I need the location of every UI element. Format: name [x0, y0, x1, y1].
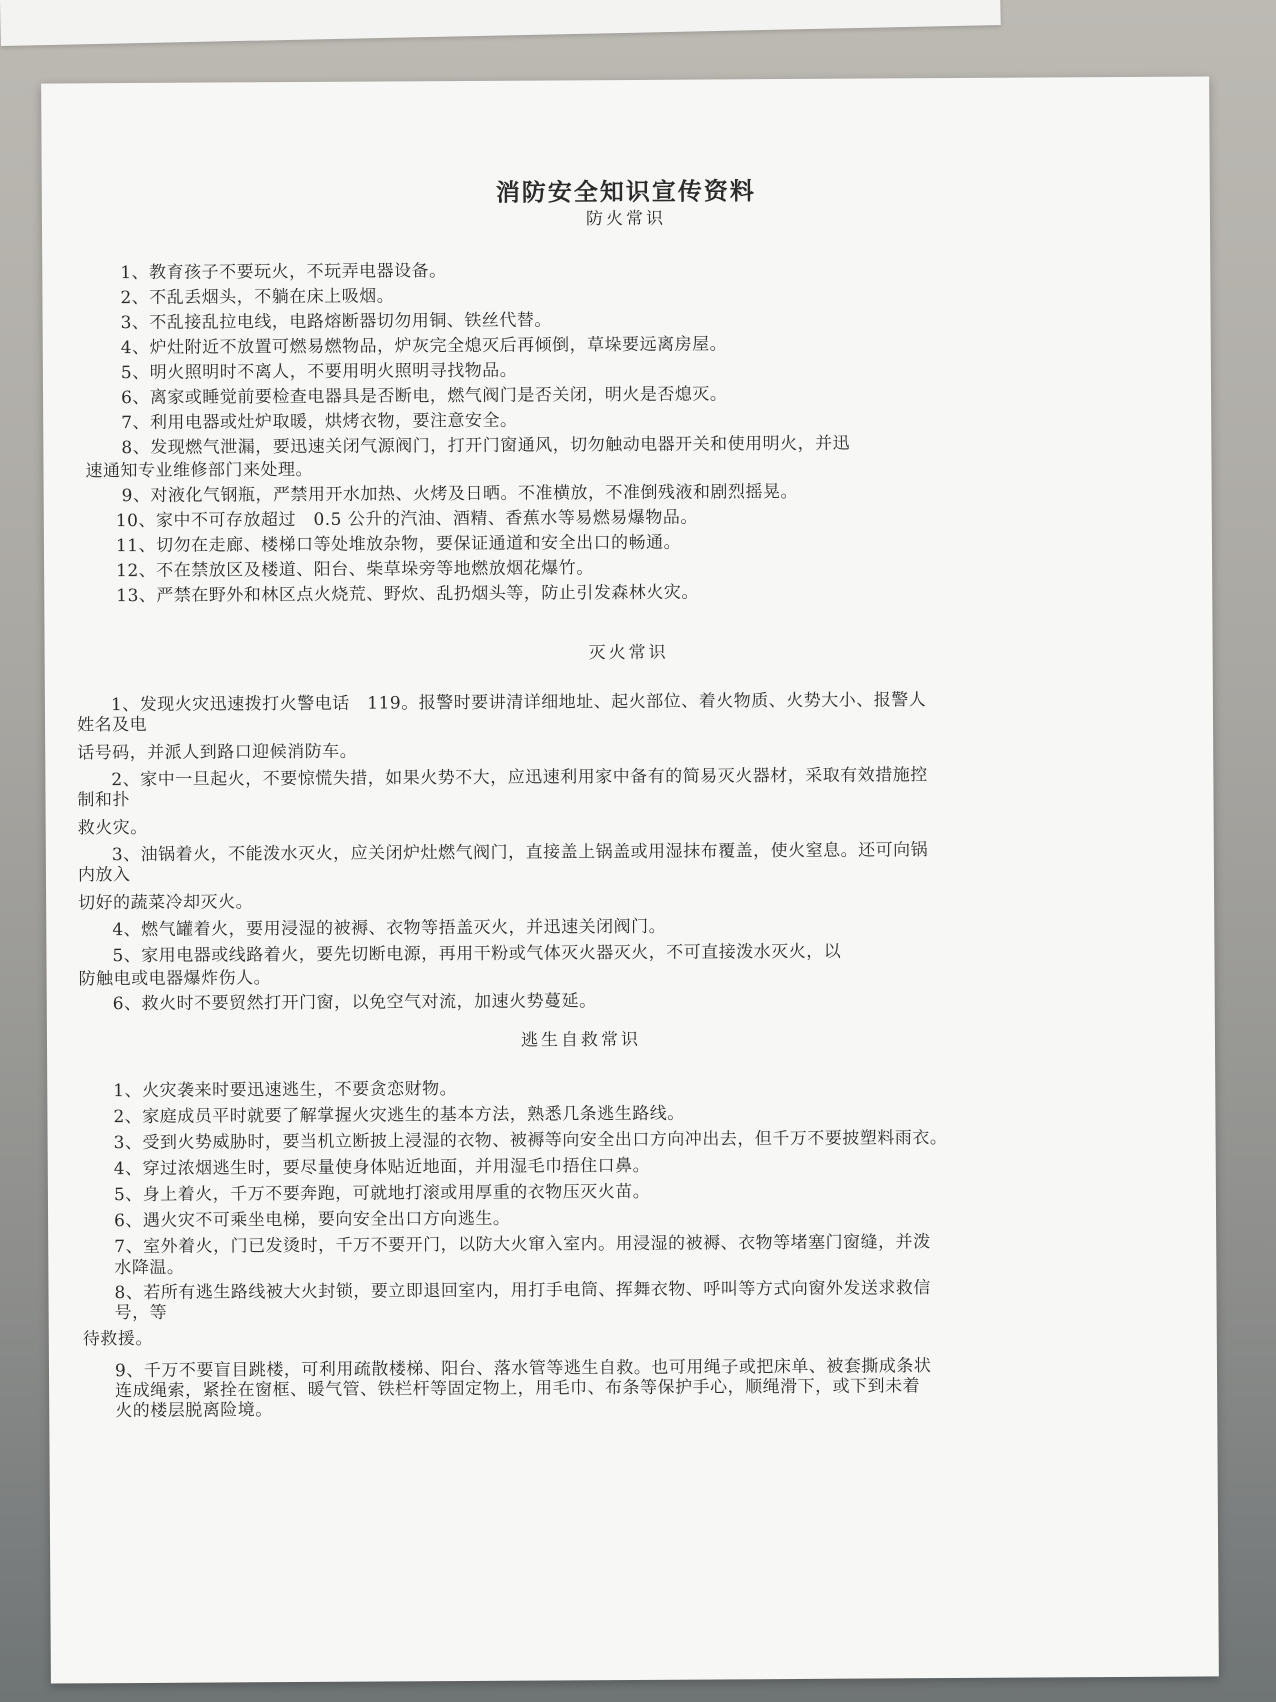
text-line: 号，等 [114, 1302, 168, 1324]
text-line: 6、救火时不要贸然打开门窗，以免空气对流，加速火势蔓延。 [112, 991, 597, 1015]
text-line: 9、对液化气钢瓶，严禁用开水加热、火烤及日晒。不准横放，不准倒残液和剧烈摇晃。 [121, 481, 799, 507]
text-line: 5、明火照明时不离人，不要用明火照明寻找物品。 [120, 360, 518, 384]
section-heading-fire-prevention: 防火常识 [585, 208, 667, 230]
text-line: 连成绳索，紧拴在窗框、暖气管、铁栏杆等固定物上，用毛巾、布条等保护手心，顺绳滑下，或下到未着 [115, 1376, 921, 1402]
text-line: 2、不乱丢烟头，不躺在床上吸烟。 [120, 286, 395, 309]
text-line: 5、身上着火，千万不要奔跑，可就地打滚或用厚重的衣物压灭火苗。 [113, 1181, 651, 1206]
text-line: 8、若所有逃生路线被大火封锁，要立即退回室内，用打手电筒、挥舞衣物、呼叫等方式向窗外发送求救信 [114, 1278, 931, 1304]
text-line: 1、发现火灾迅速拨打火警电话 119。报警时要讲清详细地址、起火部位、着火物质、火势大小、报警人 [110, 690, 927, 716]
text-line: 3、受到火势威胁时，要当机立断披上浸湿的衣物、被褥等向安全出口方向冲出去，但千万不要披塑料雨衣。 [113, 1128, 948, 1154]
text-line: 3、油锅着火，不能泼水灭火，应关闭炉灶燃气阀门，直接盖上锅盖或用湿抹布覆盖，使火窒息。还可向锅 [111, 840, 929, 866]
text-line: 13、严禁在野外和林区点火烧荒、野炊、乱扔烟头等，防止引发森林火灾。 [116, 582, 699, 607]
flyer-sheet [41, 76, 1219, 1683]
text-line: 7、室外着火，门已发烫时，千万不要开门，以防大火窜入室内。用浸湿的被褥、衣物等堵塞门窗缝，并泼 [114, 1232, 931, 1258]
text-line: 待救援。 [82, 1328, 153, 1350]
text-line: 10、家中不可存放超过 0.5 公升的汽油、酒精、香蕉水等易燃易爆物品。 [115, 507, 698, 532]
text-line: 2、家庭成员平时就要了解掌握火灾逃生的基本方法，熟悉几条逃生路线。 [113, 1103, 685, 1128]
text-line: 内放入 [77, 865, 131, 886]
text-line: 救火灾。 [77, 817, 148, 839]
text-line: 12、不在禁放区及楼道、阳台、柴草垛旁等地燃放烟花爆竹。 [116, 558, 594, 582]
text-line: 2、家中一旦起火，不要惊慌失措，如果火势不大，应迅速利用家中备有的简易灭火器材，采取有效措施控 [111, 765, 928, 791]
text-line: 姓名及电 [76, 714, 148, 736]
section-heading-escape: 逃生自救常识 [520, 1029, 642, 1051]
text-line: 6、遇火灾不可乘坐电梯，要向安全出口方向逃生。 [114, 1208, 511, 1232]
text-line: 3、不乱接乱拉电线，电路熔断器切勿用铜、铁丝代替。 [120, 310, 552, 334]
text-line: 水降温。 [114, 1257, 185, 1279]
background-paper [0, 0, 1001, 46]
text-line: 9、千万不要盲目跳楼，可利用疏散楼梯、阳台、落水管等逃生自救。也可用绳子或把床单、被套撕成条状 [114, 1356, 932, 1382]
text-line: 话号码，并派人到路口迎候消防车。 [77, 741, 358, 764]
text-line: 7、利用电器或灶炉取暖，烘烤衣物，要注意安全。 [121, 410, 518, 434]
text-line: 1、火灾袭来时要迅速逃生，不要贪恋财物。 [113, 1079, 458, 1102]
text-line: 切好的蔬菜冷却灭火。 [78, 892, 254, 914]
text-line: 制和扑 [77, 790, 131, 811]
text-line: 5、家用电器或线路着火，要先切断电源，再用干粉或气体灭火器灭火，不可直接泼水灭火，以 [112, 941, 842, 967]
text-line: 4、穿过浓烟逃生时，要尽量使身体贴近地面，并用湿毛巾捂住口鼻。 [113, 1155, 651, 1180]
document-title: 消防安全知识宣传资料 [495, 176, 756, 207]
section-heading-firefighting: 灭火常识 [588, 642, 669, 664]
text-line: 1、教育孩子不要玩火，不玩弄电器设备。 [120, 261, 447, 284]
text-line: 火的楼层脱离险境。 [115, 1400, 273, 1422]
text-line: 8、发现燃气泄漏，要迅速关闭气源阀门，打开门窗通风，切勿触动电器开关和使用明火，并迅 [121, 433, 851, 459]
text-line: 11、切勿在走廊、楼梯口等处堆放杂物，要保证通道和安全出口的畅通。 [115, 532, 682, 557]
text-line: 4、炉灶附近不放置可燃易燃物品，炉灰完全熄灭后再倾倒，草垛要远离房屋。 [120, 334, 728, 359]
text-line: 速通知专业维修部门来处理。 [85, 459, 314, 482]
text-line: 防触电或电器爆炸伤人。 [78, 968, 272, 990]
text-line: 6、离家或睡觉前要检查电器具是否断电，燃气阀门是否关闭，明火是否熄灭。 [120, 384, 728, 409]
text-line: 4、燃气罐着火，要用浸湿的被褥、衣物等捂盖灭火，并迅速关闭阀门。 [112, 916, 667, 941]
